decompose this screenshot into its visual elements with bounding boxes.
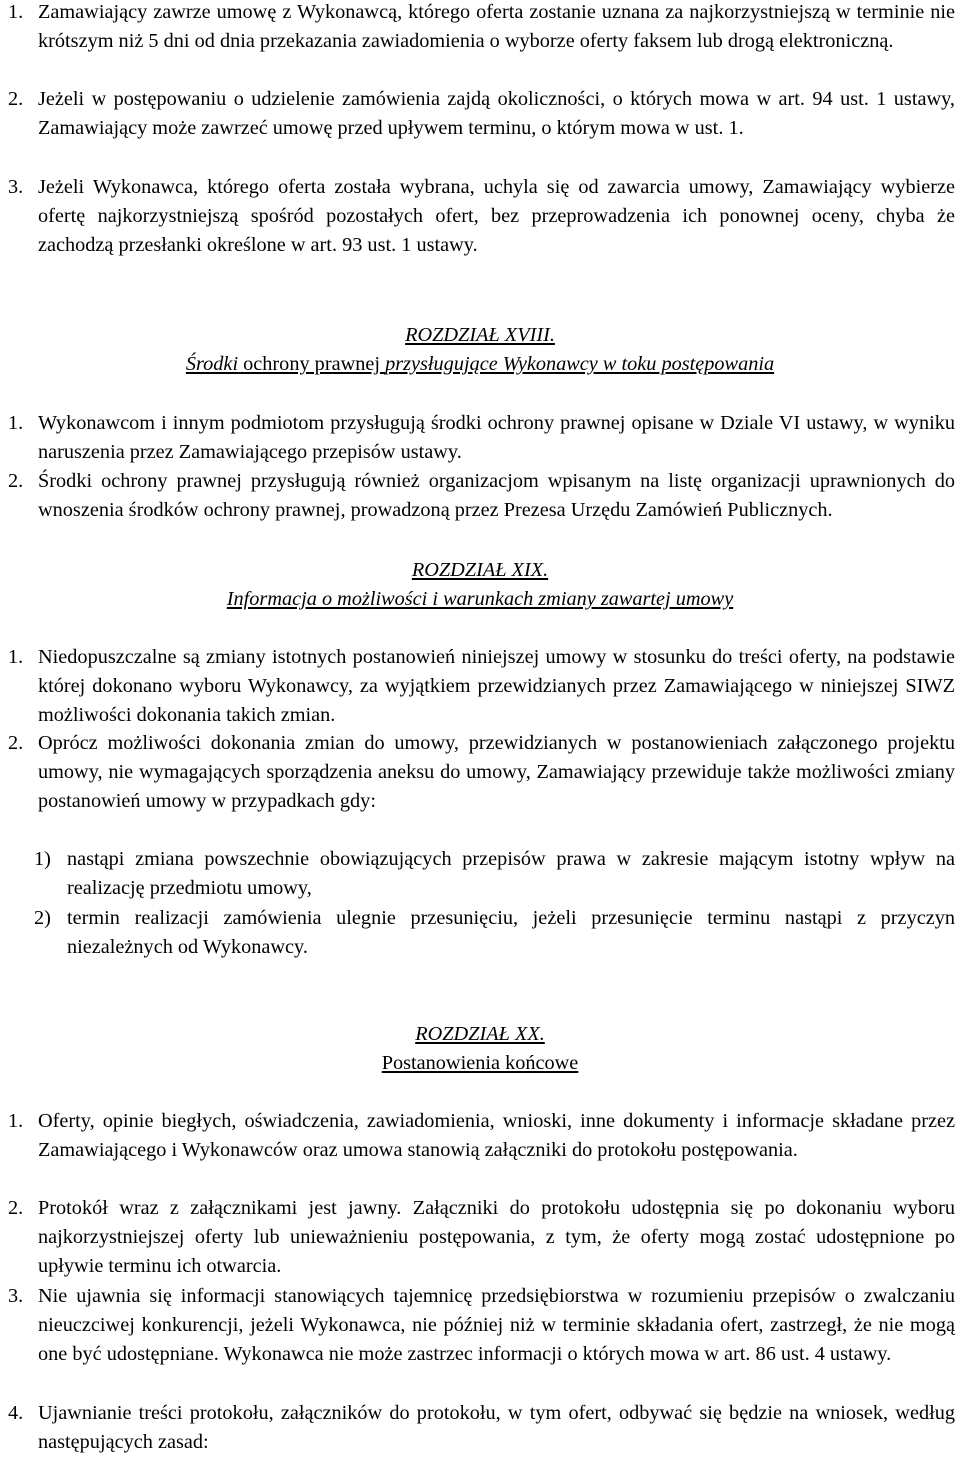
item-number: 2. <box>8 88 24 110</box>
list-item <box>8 85 955 143</box>
chapter-title <box>0 350 960 379</box>
list-item <box>8 173 955 260</box>
sub-item-number: 2) <box>34 907 51 929</box>
item-number: 4. <box>8 1402 24 1424</box>
chapter-heading: ROZDZIAŁ XIX. <box>411 559 549 581</box>
list-item <box>8 729 955 816</box>
item-number: 1. <box>8 646 24 668</box>
item-number: 1. <box>8 412 24 434</box>
list-item <box>8 467 955 525</box>
paragraph-text: termin realizacji zamówienia ulegnie przesunięciu, jeżeli przesunięcie terminu nastąpi z przyczyn niezależnych od Wykonawcy. <box>67 907 955 958</box>
paragraph-text: Niedopuszczalne są zmiany istotnych postanowień niniejszej umowy w stosunku do treści oferty, na podstawie której dokonano wyboru Wykonawcy, za wyjątkiem przewidzianych przez Zamawiającego w niniejszej SIWZ możliwości dokonania takich zmian. <box>38 646 955 726</box>
list-item <box>8 409 955 467</box>
list-item <box>8 643 955 730</box>
item-number: 3. <box>8 176 24 198</box>
sub-item-number: 1) <box>34 848 51 870</box>
item-number: 1. <box>8 1 24 23</box>
item-number: 2. <box>8 732 24 754</box>
list-item <box>8 1282 955 1369</box>
item-number: 2. <box>8 470 24 492</box>
item-number: 2. <box>8 1197 24 1219</box>
list-item <box>8 1399 955 1457</box>
chapter-heading: ROZDZIAŁ XVIII. <box>405 324 555 346</box>
sub-list-item <box>34 904 955 962</box>
paragraph-text: Środki ochrony prawnej przysługują również organizacjom wpisanym na listę organizacji uprawnionych do wnoszenia środków ochrony prawnej, prowadzoną przez Prezesa Urzędu Zamówień Publicznych. <box>38 470 955 521</box>
chapter-title: Postanowienia końcowe <box>381 1052 579 1074</box>
chapter-title-part: przysługujące Wykonawcy w toku postępowania <box>385 353 775 375</box>
paragraph-text: Oferty, opinie biegłych, oświadczenia, zawiadomienia, wnioski, inne dokumenty i informacje składane przez Zamawiającego i Wykonawców oraz umowa stanowią załączniki do protokołu postępowania. <box>38 1110 955 1161</box>
chapter-title: Informacja o możliwości i warunkach zmiany zawartej umowy <box>226 588 734 610</box>
paragraph-text: Jeżeli Wykonawca, którego oferta została wybrana, uchyla się od zawarcia umowy, Zamawiający wybierze ofertę najkorzystniejszą spośród pozostałych ofert, bez przeprowadzenia ich ponownej oceny, chyba że zachodzą przesłanki określone w art. 93 ust. 1 ustawy. <box>38 176 955 256</box>
paragraph-text: Nie ujawnia się informacji stanowiących tajemnicę przedsiębiorstwa w rozumieniu przepisów o zwalczaniu nieuczciwej konkurencji, jeżeli Wykonawca, nie później niż w terminie składania ofert, zastrzegł, że nie mogą one być udostępniane. Wykonawca nie może zastrzec informacji o których mowa w art. 86 ust. 4 ustawy. <box>38 1285 955 1365</box>
list-item <box>8 1194 955 1281</box>
paragraph-text: nastąpi zmiana powszechnie obowiązujących przepisów prawa w zakresie mającym istotny wpływ na realizację przedmiotu umowy, <box>67 848 955 899</box>
paragraph-text: Jeżeli w postępowaniu o udzielenie zamówienia zajdą okoliczności, o których mowa w art. 94 ust. 1 ustawy, Zamawiający może zawrzeć umowę przed upływem terminu, o którym mowa w ust. 1. <box>38 88 955 139</box>
chapter-title-part: ochrony prawnej <box>238 353 386 375</box>
list-item <box>8 0 955 56</box>
chapter-heading: ROZDZIAŁ XX. <box>415 1023 545 1045</box>
paragraph-text: Ujawnianie treści protokołu, załączników do protokołu, w tym ofert, odbywać się będzie na wniosek, według następujących zasad: <box>38 1402 955 1453</box>
list-item <box>8 1107 955 1165</box>
chapter-title-part: Środki <box>185 353 239 375</box>
paragraph-text: Protokół wraz z załącznikami jest jawny. Załączniki do protokołu udostępnia się po dokonaniu wyboru najkorzystniejszej oferty lub unieważnieniu postępowania, z tym, że oferty mogą zostać udostępnione po upływie terminu ich otwarcia. <box>38 1197 955 1277</box>
paragraph-text: Wykonawcom i innym podmiotom przysługują środki ochrony prawnej opisane w Dziale VI ustawy, w wyniku naruszenia przez Zamawiającego przepisów ustawy. <box>38 412 955 463</box>
item-number: 3. <box>8 1285 24 1307</box>
item-number: 1. <box>8 1110 24 1132</box>
sub-list-item <box>34 845 955 903</box>
paragraph-text: Zamawiający zawrze umowę z Wykonawcą, którego oferta zostanie uznana za najkorzystniejszą w terminie nie krótszym niż 5 dni od dnia przekazania zawiadomienia o wyborze oferty faksem lub drogą elektroniczną. <box>38 1 955 52</box>
paragraph-text: Oprócz możliwości dokonania zmian do umowy, przewidzianych w postanowieniach załączonego projektu umowy, nie wymagających sporządzenia aneksu do umowy, Zamawiający przewiduje także możliwości zmiany postanowień umowy w przypadkach gdy: <box>38 732 955 812</box>
